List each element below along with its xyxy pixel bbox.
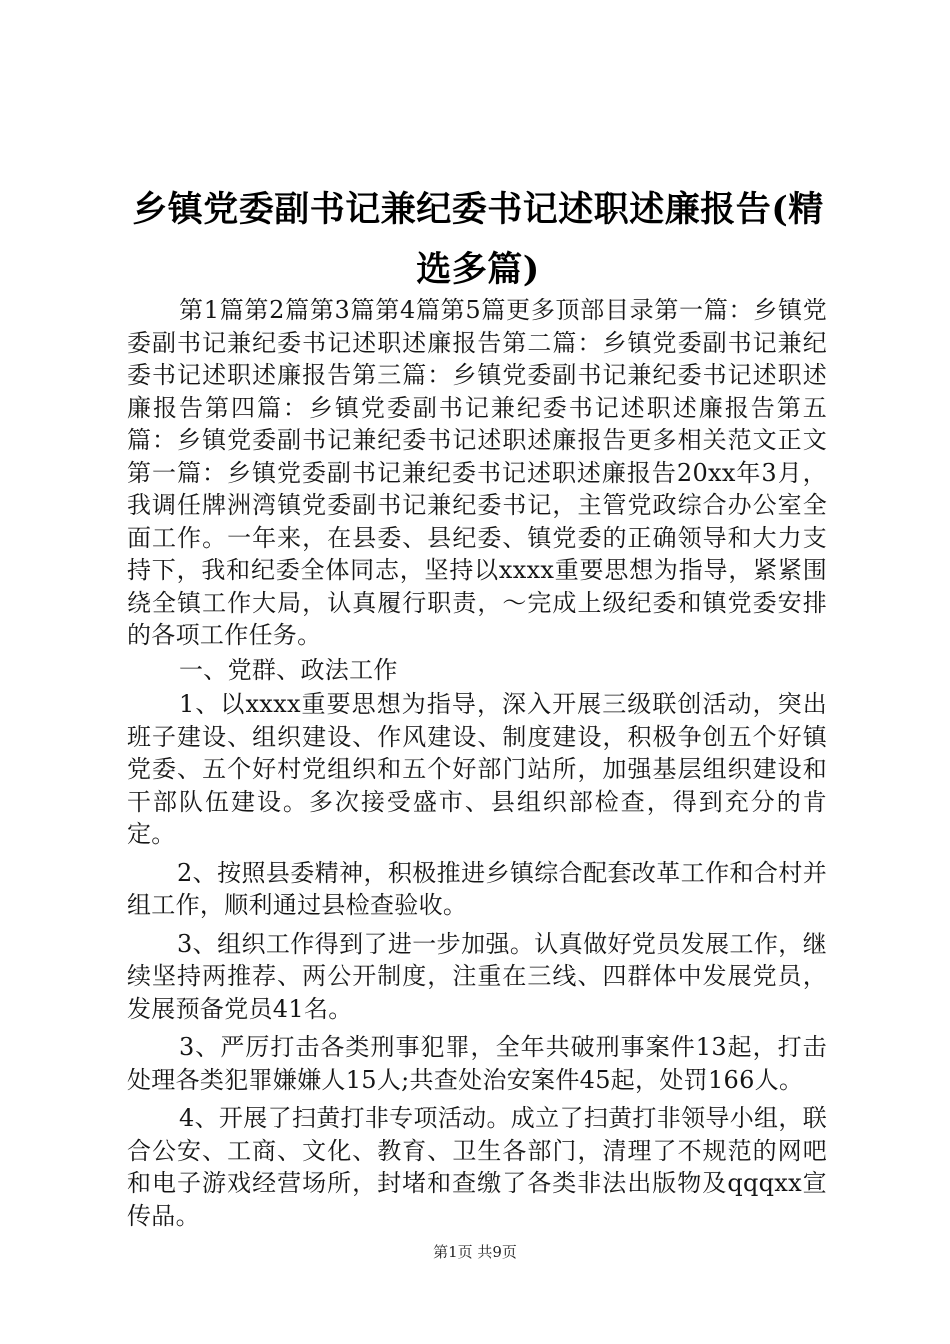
- section-heading: 一、党群、政法工作: [179, 655, 398, 684]
- document-title: 乡镇党委副书记兼纪委书记述职述廉报告(精选多篇): [132, 189, 824, 290]
- paragraph-item: 1、以xxxx重要思想为指导，深入开展三级联创活动，突出班子建设、组织建设、作风建设、制度建设，积极争创五个好镇党委、五个好村党组织和五个好部门站所，加强基层组织建设和干部队伍建设。多次接受盛市、县组织部检查，得到充分的肯定。: [127, 690, 827, 848]
- page-number: 第1页 共9页: [433, 1243, 517, 1261]
- paragraph-intro: 第1篇第2篇第3篇第4篇第5篇更多顶部目录第一篇：乡镇党委副书记兼纪委书记述职述廉报告第二篇：乡镇党委副书记兼纪委书记述职述廉报告第三篇：乡镇党委副书记兼纪委书记述职述廉报告第四篇：乡镇党委副书记兼纪委书记述职述廉报告第五篇：乡镇党委副书记兼纪委书记述职述廉报告更多相关范文正文第一篇：乡镇党委副书记兼纪委书记述职述廉报告20xx年3月，我调任牌洲湾镇党委副书记兼纪委书记，主管党政综合办公室全面工作。一年来，在县委、县纪委、镇党委的正确领导和大力支持下，我和纪委全体同志，坚持以xxxx重要思想为指导，紧紧围绕全镇工作大局，认真履行职责，～完成上级纪委和镇党委安排的各项工作任务。: [127, 296, 827, 649]
- paragraph-item: 3、组织工作得到了进一步加强。认真做好党员发展工作，继续坚持两推荐、两公开制度，注重在三线、四群体中发展党员，发展预备党员41名。: [127, 929, 827, 1023]
- paragraph-item: 3、严厉打击各类刑事犯罪，全年共破刑事案件13起，打击处理各类犯罪嫌嫌人15人;共查处治安案件45起，处罚166人。: [127, 1033, 827, 1094]
- paragraph-item: 2、按照县委精神，积极推进乡镇综合配套改革工作和合村并组工作，顺利通过县检查验收。: [127, 858, 827, 919]
- document-body: [127, 294, 827, 1232]
- paragraph-item: 4、开展了扫黄打非专项活动。成立了扫黄打非领导小组，联合公安、工商、文化、教育、卫生各部门，清理了不规范的网吧和电子游戏经营场所，封堵和查缴了各类非法出版物及qqqxx宣传品。: [127, 1104, 827, 1230]
